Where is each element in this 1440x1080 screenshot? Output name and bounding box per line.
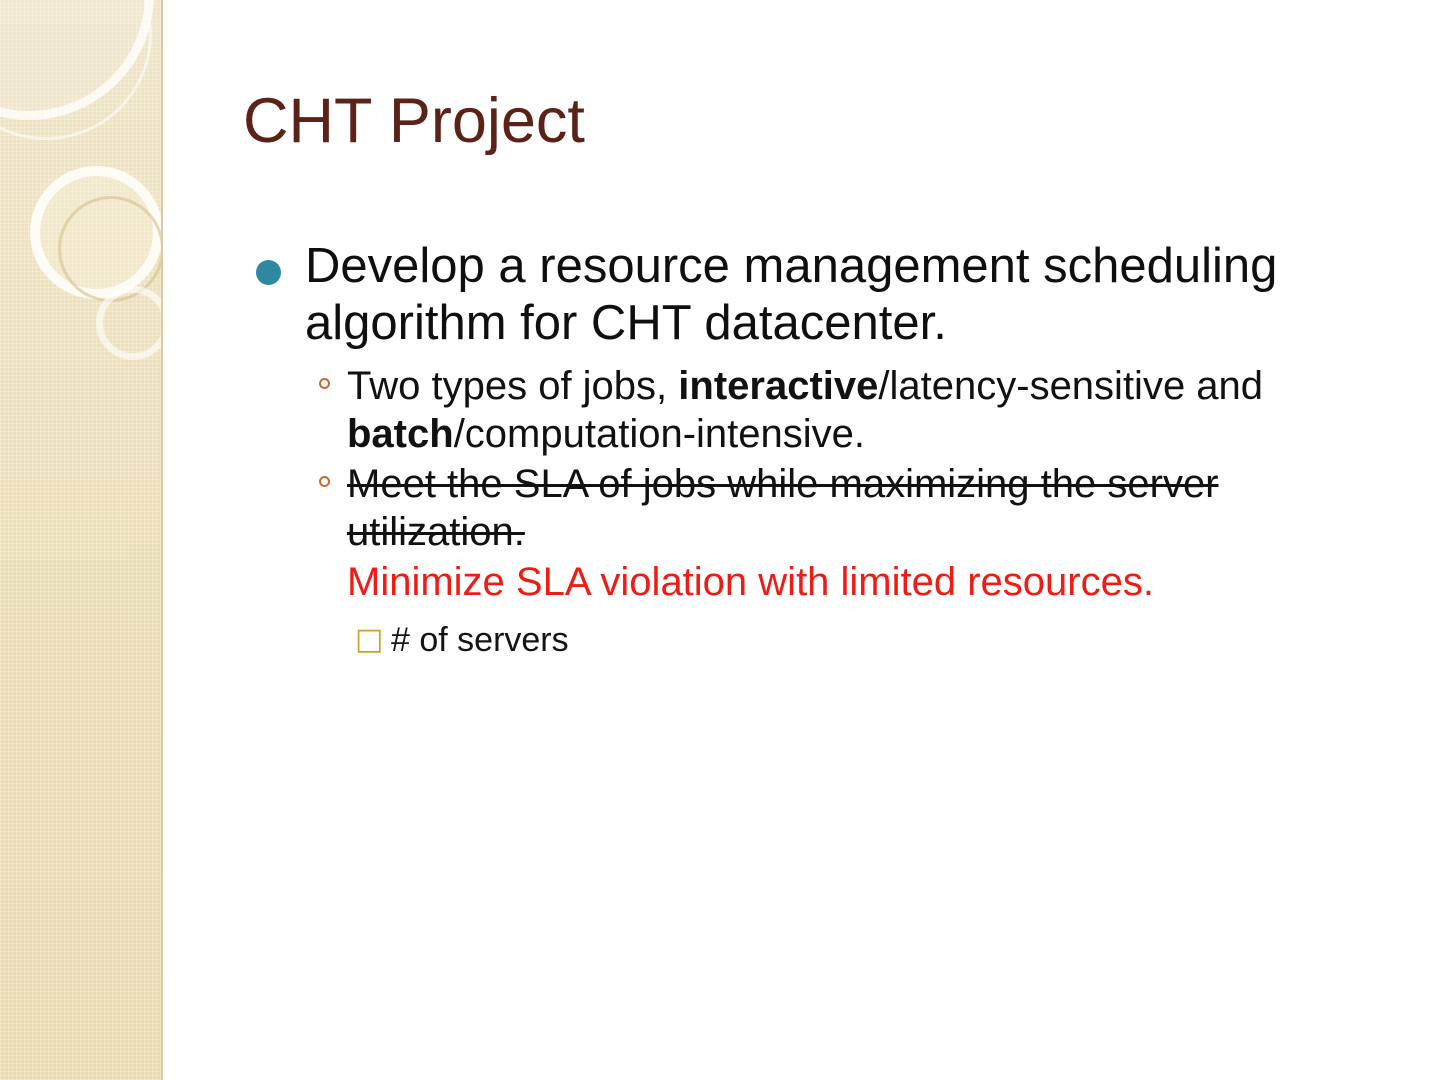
bullet-dot-icon xyxy=(256,260,281,285)
bullet-list-level3 xyxy=(347,620,1393,661)
list-item xyxy=(347,620,1393,661)
list-item-text: # of servers xyxy=(391,620,569,659)
list-item-text: Develop a resource management scheduling algorithm for CHT datacenter. xyxy=(305,239,1278,350)
decorative-circle-icon xyxy=(58,196,163,302)
list-item-text-highlight: Minimize SLA violation with limited resources. xyxy=(347,559,1154,604)
list-item-text-part: /computation-intensive. xyxy=(453,411,866,456)
list-item-text-part: /latency-sensitive and xyxy=(878,363,1264,408)
list-item-text-struck: Meet the SLA of jobs while maximizing the server utilization. xyxy=(347,461,1219,554)
list-item-text-emphasis: batch xyxy=(347,411,454,456)
slide-body xyxy=(243,238,1393,666)
bullet-list-level1 xyxy=(243,238,1393,660)
band-divider xyxy=(161,0,163,1080)
decorative-left-band xyxy=(0,0,163,1080)
list-item-text-part: Two types of jobs, xyxy=(347,363,679,408)
bullet-circle-icon xyxy=(319,476,330,487)
bullet-square-icon: □ xyxy=(355,621,384,657)
bullet-circle-icon xyxy=(319,378,330,389)
decorative-circle-icon xyxy=(96,286,163,360)
slide-title: CHT Project xyxy=(243,86,585,156)
band-texture xyxy=(0,0,163,1080)
bullet-list-level2 xyxy=(305,362,1393,661)
list-item xyxy=(305,362,1393,458)
list-item xyxy=(305,460,1393,661)
list-item xyxy=(243,238,1393,660)
list-item-text-emphasis: interactive xyxy=(678,363,879,408)
